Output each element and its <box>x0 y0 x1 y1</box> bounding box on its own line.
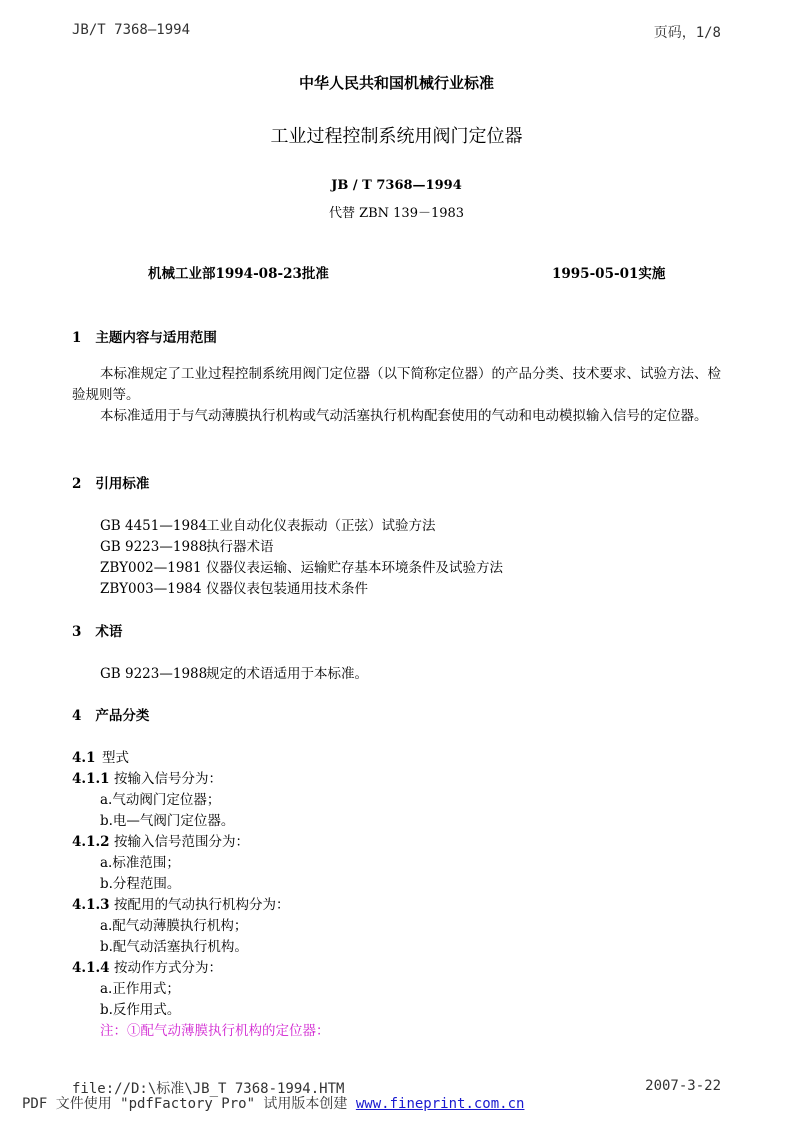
clause-text: 按输入信号范围分为： <box>114 834 249 850</box>
list-item: b.反作用式。 <box>100 1002 181 1018</box>
pdf-creator-note <box>22 1093 524 1113</box>
clause-text: 按输入信号分为： <box>114 771 222 787</box>
document-title: 工业过程控制系统用阀门定位器 <box>270 126 523 147</box>
clause-number: 4.1.1 <box>72 771 110 787</box>
section-number: 3 <box>72 624 82 640</box>
clause-text: 按动作方式分为： <box>114 960 222 976</box>
clause-number: 4.1.2 <box>72 834 110 850</box>
section-3-paragraph <box>100 662 368 682</box>
replaces-standard: 代替 ZBN 139－1983 <box>328 206 465 221</box>
approval-date: 机械工业部1994-08-23批准 <box>148 266 329 282</box>
fineprint-link[interactable]: www.fineprint.com.cn <box>355 1096 525 1112</box>
reference-code: GB 4451—1984 <box>100 518 208 534</box>
section-1-paragraph-1: 本标准规定了工业过程控制系统用阀门定位器（以下简称定位器）的产品分类、技术要求、试验方法、检验规则等。 <box>72 366 721 403</box>
section-4-heading <box>72 704 149 724</box>
section-number: 1 <box>72 330 82 346</box>
reference-item <box>100 577 368 597</box>
reference-title: 工业自动化仪表振动（正弦）试验方法 <box>206 518 436 534</box>
reference-code: ZBY002—1981 <box>100 560 202 576</box>
section-title: 引用标准 <box>95 476 150 492</box>
note-text: 注：①配气动薄膜执行机构的定位器： <box>100 1023 330 1039</box>
list-item: a.标准范围； <box>100 855 180 871</box>
section-1-paragraph-2: 本标准适用于与气动薄膜执行机构或气动活塞执行机构配套使用的气动和电动模拟输入信号的定位器。 <box>100 408 708 424</box>
section-title: 产品分类 <box>95 708 150 724</box>
clause-number: 4.1 <box>72 750 96 766</box>
clause-number: 4.1.3 <box>72 897 110 913</box>
effective-date: 1995-05-01实施 <box>552 266 666 282</box>
clause-4-1-3 <box>72 893 290 913</box>
clause-4-1-1 <box>72 767 222 787</box>
reference-item <box>100 535 274 555</box>
list-item: b.电—气阀门定位器。 <box>100 813 235 829</box>
clause-text: 型式 <box>102 750 129 766</box>
reference-title: 仪器仪表运输、运输贮存基本环境条件及试验方法 <box>206 560 503 576</box>
list-item: b.分程范围。 <box>100 876 181 892</box>
reference-code: GB 9223—1988 <box>100 539 208 555</box>
header-page-number: 页码，1/8 <box>653 25 721 41</box>
reference-item <box>100 514 436 534</box>
section-title: 术语 <box>95 624 123 640</box>
reference-code: ZBY003—1984 <box>100 581 202 597</box>
footer-file-path: file://D:\标准\JB_T 7368-1994.HTM <box>72 1081 345 1097</box>
reference-title: 执行器术语 <box>206 539 274 555</box>
clause-text: 按配用的气动执行机构分为： <box>114 897 290 913</box>
list-item: b.配气动活塞执行机构。 <box>100 939 248 955</box>
list-item: a.气动阀门定位器； <box>100 792 221 808</box>
footer-date: 2007-3-22 <box>645 1078 721 1094</box>
clause-number: 4.1.4 <box>72 960 110 976</box>
section-number: 4 <box>72 708 82 724</box>
clause-4-1-2 <box>72 830 249 850</box>
standard-code: JB / T 7368—1994 <box>331 178 462 193</box>
pdf-note-text: PDF 文件使用 "pdfFactory Pro" 试用版本创建 <box>22 1096 348 1112</box>
issuing-organization: 中华人民共和国机械行业标准 <box>298 74 494 92</box>
reference-item <box>100 556 503 576</box>
list-item: a.配气动薄膜执行机构； <box>100 918 248 934</box>
section-3-heading <box>72 620 122 640</box>
clause-4-1-4 <box>72 956 222 976</box>
clause-4-1 <box>72 746 129 766</box>
list-item: a.正作用式； <box>100 981 180 997</box>
section-number: 2 <box>72 476 82 492</box>
section-2-heading <box>72 472 149 492</box>
reference-title: 仪器仪表包装通用技术条件 <box>206 581 368 597</box>
header-doc-code: JB/T 7368—1994 <box>72 22 191 38</box>
paragraph-text: 规定的术语适用于本标准。 <box>206 666 368 682</box>
reference-code: GB 9223—1988 <box>100 666 208 682</box>
section-1-heading <box>72 326 217 346</box>
section-title: 主题内容与适用范围 <box>95 330 217 346</box>
